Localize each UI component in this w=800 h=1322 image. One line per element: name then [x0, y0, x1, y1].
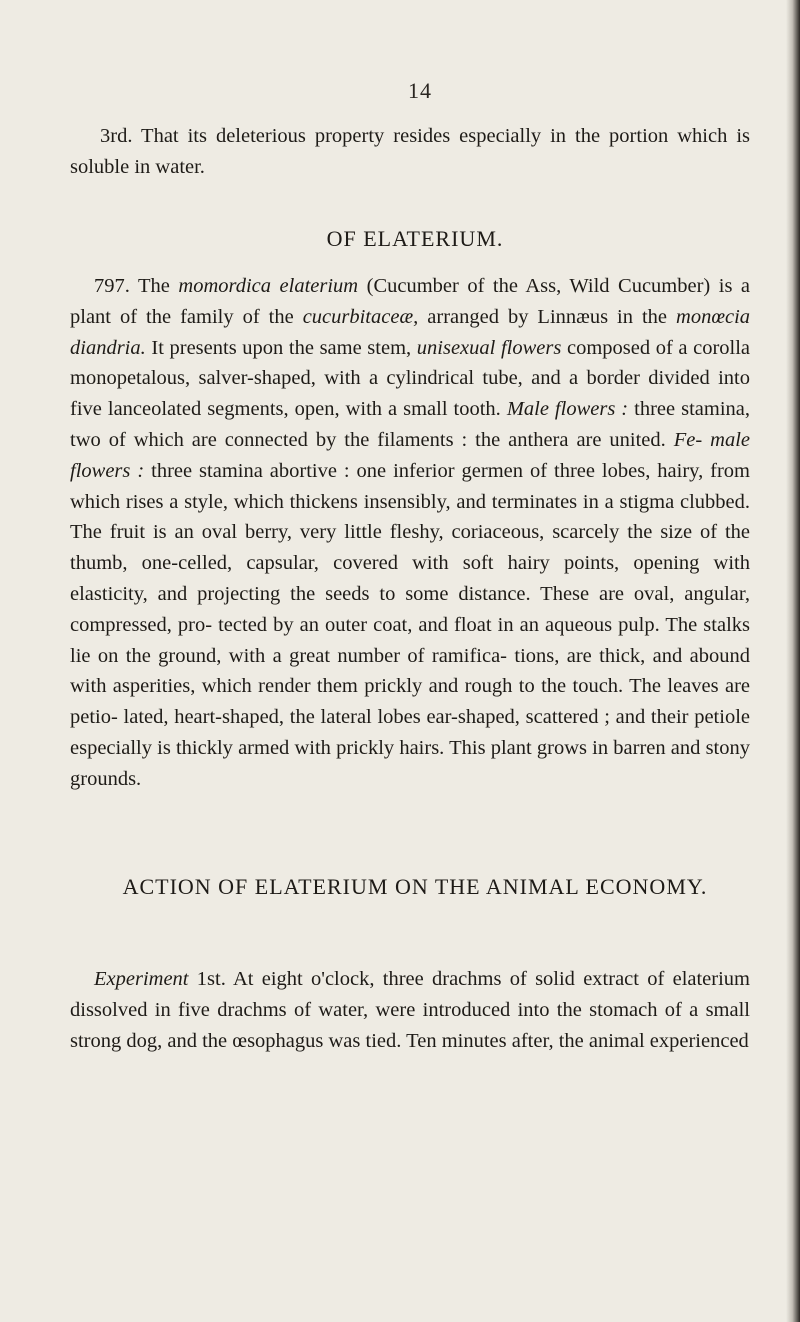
paragraph-text-5: three stamina, two of which are connected by the filaments : the anthera are united. — [70, 398, 750, 451]
experiment-paragraph — [70, 964, 750, 1056]
paragraph-text-3: It presents upon the same stem, — [151, 336, 412, 359]
paragraph-text-6: three stamina abortive : one inferior germen of three lobes, hairy, from which rises a style, which thickens insensibly, and terminates in a stigma clubbed. The fruit is an oval berry, very little fleshy, coriaceous, scarcely the size of the thumb, one-celled, capsular, covered with soft hairy points, opening with elasticity, and projecting the seeds to some distance. These are oval, angular, compressed, pro- tected by an outer coat, and float in an aqueous pulp. The stalks lie on the ground, with a great number of ramifica- tions, are thick, and abound with asperities, which render them prickly and rough to the touch. The leaves are petio- lated, heart-shaped, the lateral lobes ear-shaped, scattered ; and their petiole especially is thickly armed with prickly hairs. This plant grows in barren and stony grounds. — [70, 459, 751, 790]
section-heading-action: ACTION OF ELATERIUM ON THE ANIMAL ECONOMY. — [122, 874, 708, 899]
term-unisexual-flowers: unisexual flowers — [416, 336, 562, 359]
paragraph-lead: The — [138, 275, 170, 297]
paragraph-text-4: composed of a corolla monopetalous, salver-shaped, with a cylindrical tube, and a border divided into five lanceolated segments, open, with a small tooth. — [70, 336, 751, 421]
page-number: 14 — [408, 78, 432, 103]
latin-term-momordica: momordica elaterium — [178, 275, 359, 297]
latin-term-class: monœcia diandria. — [70, 305, 751, 359]
paragraph-number: 797. — [94, 275, 130, 297]
paragraph-text-2: arranged by Linnæus in the — [427, 305, 668, 328]
term-female-flowers: Fe- male flowers : — [70, 428, 751, 482]
page-edge-shadow — [786, 0, 800, 1322]
experiment-label: Experiment — [94, 968, 189, 990]
term-male-flowers: Male flowers : — [506, 398, 629, 421]
paragraph-text-1: (Cucumber of the Ass, Wild Cucumber) is a plant of the family of the — [70, 275, 751, 328]
experiment-text: 1st. At eight o'clock, three drachms of solid extract of elaterium dissolved in five drachms of water, were introduced into the stomach of a small strong dog, and the œsophagus was tied. Ten minutes after, the animal experienced — [70, 968, 751, 1052]
section-heading-elaterium: OF ELATERIUM. — [326, 226, 504, 251]
latin-term-family: cucurbitaceæ, — [302, 305, 419, 328]
main-paragraph — [70, 271, 750, 795]
intro-paragraph: 3rd. That its deleterious property resides especially in the portion which is soluble in water. — [70, 125, 750, 178]
